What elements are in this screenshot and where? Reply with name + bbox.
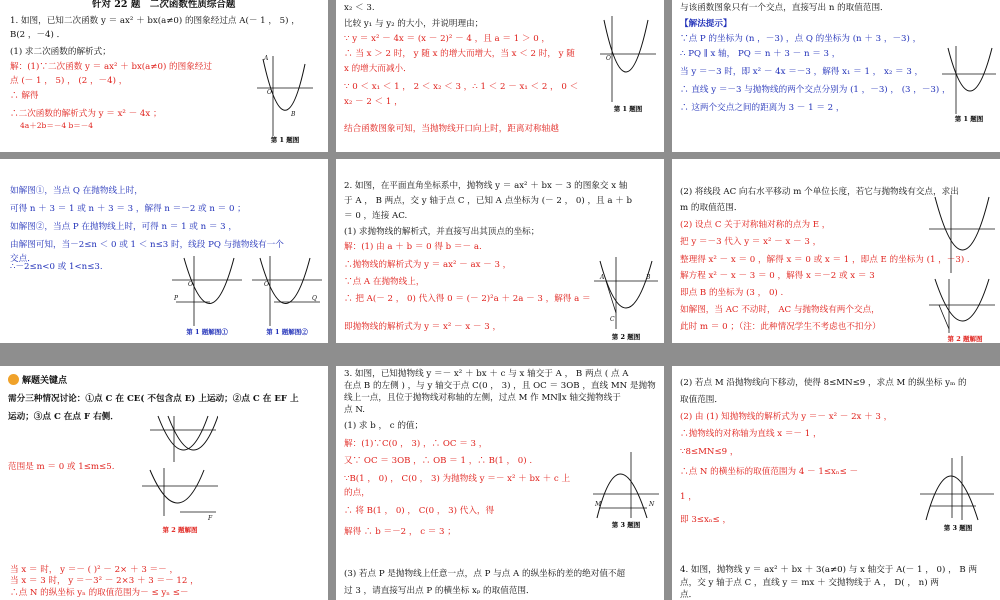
text-line: ∴点 N 的纵坐标 yₙ 的取值范围为－ ≤ yₙ ≤－ xyxy=(10,588,189,598)
text-line: ∴抛物线的对称轴为直线 x ＝－ 1 ， xyxy=(680,429,822,439)
text-line: 线上一点，且位于抛物线对称轴的左侧，过点 M 作 MN∥x 轴交抛物线于 xyxy=(344,393,621,403)
slide-11[interactable] xyxy=(336,540,664,600)
text-line: ∵8≤MN≤9 ， xyxy=(680,447,739,457)
text-line: ＝ 0 ，连接 AC. xyxy=(344,211,408,221)
text-line: 如解图②，当点 P 在抛物线上时，可得 n ＝ 1 或 n ＝ 3 ， xyxy=(10,222,237,232)
text-line: (2) 若点 M 沿抛物线向下移动，使得 8≤MN≤9 ，求点 M 的纵坐标 yₘ 的 xyxy=(680,378,967,388)
svg-text:B: B xyxy=(646,274,651,281)
text-line: 整理得 x² － x ＝ 0 ，解得 x ＝ 0 或 x ＝ 1 ，即点 E 的坐标为 (1 ，－3) . xyxy=(680,255,970,265)
text-line: 解：(1) 由 a ＋ b ＝ 0 得 b ＝－ a. xyxy=(344,242,482,252)
text-line: 需分三种情况讨论：①点 C 在 CE( 不包含点 E) 上运动；②点 C 在 EF 上 xyxy=(8,394,299,404)
text-line: 运动；③点 C 在点 F 右侧． xyxy=(8,412,119,422)
figure-caption: 第 1 题图 xyxy=(270,136,300,144)
text-line: 点． xyxy=(680,590,698,600)
figure-caption: 第 1 题图 xyxy=(613,105,643,113)
text-line: x 的增大而减小． xyxy=(344,64,412,74)
parabola-figure xyxy=(591,450,661,530)
svg-text:A: A xyxy=(600,274,605,281)
text-line: m 的取值范围． xyxy=(680,203,743,213)
text-line xyxy=(344,0,645,1)
text-line: 点，交 y 轴于点 C ，直线 y ＝ mx ＋ 交抛物线于 A ， D( ， n) 两 xyxy=(680,578,939,588)
text-line: ∴ 把 A(－ 2 ， 0) 代入得 0 ＝ (－ 2)²a ＋ 2a － 3 ，解得 a ＝ xyxy=(344,294,591,304)
text-line: 1 ， xyxy=(680,492,697,502)
text-line: 即抛物线的解析式为 y ＝ x² － x － 3 ， xyxy=(344,322,502,332)
text-line: 可得 n ＋ 3 ＝ 1 或 n ＋ 3 ＝ 3 ，解得 n ＝－2 或 n ＝ 0 ； xyxy=(10,204,246,214)
text-line: 取值范围． xyxy=(680,395,723,405)
text-line: ∴点 N 的横坐标的取值范围为 4 － 1≤xₙ≤ － xyxy=(680,467,859,477)
text-line: ∵点 A 在抛物线上， xyxy=(344,277,425,287)
hint-label: 【解法提示】 xyxy=(680,19,732,29)
text-line xyxy=(680,0,969,1)
text-line: 把 y ＝－3 代入 y ＝ x² － x － 3 ， xyxy=(680,237,822,247)
slide-7[interactable] xyxy=(0,366,328,550)
svg-text:M: M xyxy=(595,501,602,508)
slide-4[interactable] xyxy=(0,159,328,343)
figure-caption: 第 1 题图 xyxy=(954,115,984,123)
parabola-figure xyxy=(255,54,315,144)
svg-text:F: F xyxy=(208,515,213,522)
solution-figure-upper xyxy=(148,414,218,464)
text-line: ∴抛物线的解析式为 y ＝ ax² － ax － 3 ， xyxy=(344,260,512,270)
text-line: 由解图可知，当－2≤n ＜ 0 或 1 ＜ n≤3 时，线段 PQ 与抛物线有一个 xyxy=(10,240,284,250)
slide-1[interactable] xyxy=(0,0,328,152)
text-line: 比较 y₁ 与 y₂ 的大小，并说明理由； xyxy=(344,19,484,29)
slide-3[interactable] xyxy=(672,0,1000,152)
figure-caption: 第 3 题图 xyxy=(943,524,973,532)
slide-5[interactable] xyxy=(336,159,664,343)
solution-figure-lower xyxy=(140,466,220,536)
text-line: 当 x ＝ 时， y ＝－ ( )² － 2× ＋ 3 ＝－ ， xyxy=(10,565,179,575)
figure-caption: 第 1 题解图① xyxy=(186,328,228,336)
text-line: B(2 ，－4) ． xyxy=(10,30,66,40)
figure-caption: 第 2 题图 xyxy=(611,333,641,341)
figure-caption: 第 1 题解图② xyxy=(266,328,308,336)
text-line: 此时 m ＝ 0 ；（注：此种情况学生不考虑也不扣分） xyxy=(680,322,881,332)
text-line: ∴ 直线 y ＝－3 与抛物线的两个交点分别为 (1 ，－3) ， (3 ，－3) ， xyxy=(680,85,951,95)
text-line: (1) 求 b ， c 的值； xyxy=(344,421,424,431)
text-line: (1) 求抛物线的解析式，并直接写出其顶点的坐标； xyxy=(344,227,540,237)
figure-caption: 第 2 题解图 xyxy=(947,335,983,343)
parabola-figure xyxy=(598,14,658,114)
text-line: 解：(1)∵二次函数 y ＝ ax² ＋ bx(a≠0) 的图象经过 xyxy=(10,62,212,72)
svg-text:A: A xyxy=(264,55,269,62)
text-line: 如解图①，当点 Q 在抛物线上时， xyxy=(10,186,143,196)
solution-figure-1 xyxy=(170,254,245,339)
text-line: (3) 若点 P 是抛物线上任意一点，点 P 与点 A 的纵坐标的差的绝对值不超 xyxy=(344,569,626,579)
text-line: x₂ ＜ 3. xyxy=(344,3,375,13)
figure-caption: 第 3 题图 xyxy=(611,521,641,529)
svg-text:C: C xyxy=(610,316,615,323)
text-line: ∴ PQ ∥ x 轴， PQ ＝ n ＋ 3 － n ＝ 3 ， xyxy=(680,49,841,59)
text-line: 点 N. xyxy=(344,405,366,415)
text-line: 当 x ＝ 3 时， y ＝－3² － 2×3 ＋ 3 ＝－ 12 ， xyxy=(10,576,199,586)
text-line: 点 (－ 1 ， 5) ， (2 ，－4) ， xyxy=(10,76,128,86)
text-line: 于 A ， B 两点，交 y 轴于点 C ，已知 A 点坐标为 (－ 2 ， 0) ，且 a ＋ b xyxy=(344,196,633,206)
text-line: 1. 如图，已知二次函数 y ＝ ax² ＋ bx(a≠0) 的图象经过点 A(－ 1 ， 5) ， xyxy=(10,16,300,26)
text-line: (2) 由 (1) 知抛物线的解析式为 y ＝－ x² － 2x ＋ 3 ， xyxy=(680,412,893,422)
text-line: 如解图，当 AC 不动时， AC 与抛物线有两个交点， xyxy=(680,305,880,315)
text-line: 在点 B 的左侧 ) ，与 y 轴交于点 C(0 ， 3) ，且 OC ＝ 3OB ，直线 MN 是抛物 xyxy=(344,381,656,391)
text-line: 解得 ∴ b ＝－2 ， c ＝ 3 ； xyxy=(344,527,456,537)
svg-text:B: B xyxy=(291,111,296,118)
text-line: 3. 如图，已知抛物线 y ＝－ x² ＋ bx ＋ c 与 x 轴交于 A ， B 两点 ( 点 A xyxy=(344,369,629,379)
text-line: 即点 B 的坐标为 (3 ， 0) . xyxy=(680,288,784,298)
text-line: (1) 求二次函数的解析式； xyxy=(10,47,111,57)
text-line: 2. 如图，在平面直角坐标系中，抛物线 y ＝ ax² ＋ bx － 3 的图象交 x 轴 xyxy=(344,181,628,191)
slide-2[interactable] xyxy=(336,0,664,152)
page-title: 针对 22 题 二次函数性质综合题 xyxy=(92,0,236,10)
text-line: ∴ 将 B(1 ， 0) ， C(0 ， 3) 代入，得 xyxy=(344,506,495,516)
text-line: (2) 设点 C 关于对称轴对称的点为 E ， xyxy=(680,220,831,230)
parabola-figure xyxy=(918,454,996,534)
svg-text:P: P xyxy=(174,295,179,302)
svg-text:O: O xyxy=(606,55,611,62)
solution-figure-2 xyxy=(250,254,325,339)
text-line: 又∵ OC ＝ 3OB ，∴ OB ＝ 1 ，∴ B(1 ， 0) . xyxy=(344,456,533,466)
text-line: 结合函数图象可知，当抛物线开口向上时，距离对称轴越 xyxy=(344,124,559,134)
text-line: 即 3≤xₙ≤ ， xyxy=(680,515,732,525)
text-line: ∵ y ＝ x² － 4x ＝ (x － 2)² － 4 ，且 a ＝ 1 ＞ 0 ， xyxy=(344,34,551,44)
text-line: 4. 如图，抛物线 y ＝ ax² ＋ bx ＋ 3(a≠0) 与 x 轴交于 A(－ 1 ， 0) ， B 两 xyxy=(680,565,978,575)
text-line: ∵ 0 ＜ x₁ ＜ 1 ， 2 ＜ x₂ ＜ 3 ，∴ 1 ＜ 2 － x₁ ＜ 2 ， 0 ＜ xyxy=(344,82,579,92)
key-point-heading xyxy=(8,374,67,388)
slide-10[interactable] xyxy=(0,540,328,600)
svg-text:N: N xyxy=(649,501,655,508)
text-line: 的点， xyxy=(344,488,370,498)
text-line: 范围是 m ＝ 0 或 1≤m≤5. xyxy=(8,462,115,472)
slide-9[interactable] xyxy=(672,366,1000,550)
text-line: 解：(1)∵C(0 ， 3) ，∴ OC ＝ 3 ， xyxy=(344,439,488,449)
text-line: (2) 将线段 AC 向右水平移动 m 个单位长度，若它与抛物线有交点，求出 xyxy=(680,187,959,197)
text-line: ∴ 这两个交点之间的距离为 3 － 1 ＝ 2 ， xyxy=(680,103,845,113)
svg-text:O: O xyxy=(264,281,269,288)
lightbulb-icon xyxy=(8,374,19,385)
slide-8[interactable] xyxy=(336,366,664,550)
text-line: 过 3 ，请直接写出点 P 的横坐标 xₚ 的取值范围． xyxy=(344,586,535,596)
parabola-figure xyxy=(940,44,998,124)
figure-caption: 第 2 题解图 xyxy=(162,526,198,534)
solution-figure xyxy=(927,193,997,343)
slide-12[interactable] xyxy=(672,540,1000,600)
text-line: 4a＋2b＝－4 b＝－4 xyxy=(20,121,94,130)
text-line: 交点． xyxy=(10,254,36,264)
text-line: ∵B(1 ， 0) ， C(0 ， 3) 为抛物线 y ＝－ x² ＋ bx ＋ c 上 xyxy=(344,474,571,484)
text-line: x₂ － 2 ＜ 1 ， xyxy=(344,97,403,107)
text-line: 当 y ＝－3 时，即 x² － 4x ＝－3 ，解得 x₁ ＝ 1 ， x₂ ＝ 3 ， xyxy=(680,67,924,77)
text-line: ∴－2≤n<0 或 1<n≤3. xyxy=(10,262,103,272)
parabola-figure xyxy=(592,255,660,343)
text-line: 解方程 x² － x － 3 ＝ 0 ，解得 x ＝－2 或 x ＝ 3 xyxy=(680,271,875,281)
svg-text:O: O xyxy=(267,89,272,96)
text-line: ∴ 当 x ＞ 2 时， y 随 x 的增大而增大，当 x ＜ 2 时， y 随 xyxy=(344,49,575,59)
slide-6[interactable] xyxy=(672,159,1000,343)
text-line: ∵点 P 的坐标为 (n ，－3) ，点 Q 的坐标为 (n ＋ 3 ，－3) ， xyxy=(680,34,922,44)
text-line: ∴二次函数的解析式为 y ＝ x² － 4x ； xyxy=(10,109,162,119)
text-line: 与该函数图象只有一个交点，直接写出 n 的取值范围． xyxy=(680,3,889,13)
key-point-label: 解题关键点 xyxy=(22,376,68,386)
svg-text:O: O xyxy=(188,281,193,288)
svg-text:Q: Q xyxy=(312,295,317,302)
text-line: ∴ 解得 xyxy=(10,91,39,101)
